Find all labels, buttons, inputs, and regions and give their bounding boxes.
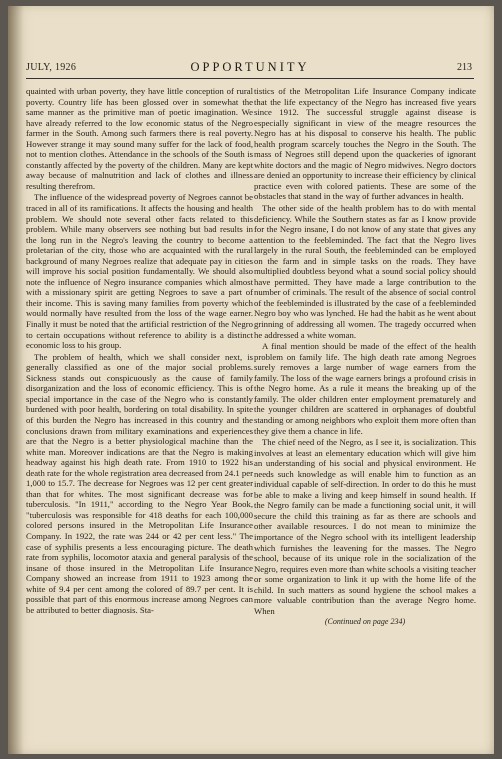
paragraph: A final mention should be made of the effect of the health problem on family life. The high death rate among Negroes surely removes a large number of wage earners from the family. The loss of the wage earners brings a profound crisis in the Negro home. As a rule it means the breaking up of the family. The older children enter employment prematurely and the younger children are scattered in orphanages of doubtful standing or among neighbors who exploit them more often than they give them a chance in life.	[254, 341, 476, 436]
header-rule	[26, 78, 474, 79]
continued-note: (Continued on page 234)	[324, 617, 406, 627]
right-column	[254, 86, 476, 628]
magazine-title: OPPORTUNITY	[190, 60, 310, 74]
header-date: JULY, 1926	[26, 62, 77, 73]
paragraph: The influence of the widespread poverty of Negroes cannot be traced in all of its ramifications. It affects the housing and health problem. We should note several other facts related to this problem. While many observers see nothing but bad results in the long run in the Negro's leaving the country to become a proletarian of the city, those who are acquainted with the rural background of many Negroes realize that adequate pay in cities will improve his social position fundamentally. We should also note the influence of Negro insurance companies which almost with a missionary spirit are getting Negroes to save a part of their income. This is saving many families from poverty which would normally have resulted from the loss of the wage earner. Finally it must be noted that the artificial restriction of the Negro to certain occupations without reference to ability is a distinct economic loss to his group.	[26, 192, 253, 351]
paragraph: The problem of health, which we shall consider next, is generally classified as one of the major social problems. Sickness stands out conspicuously as the cause of family disorganization and the loss of economic efficiency. This is of special importance in the case of the Negro who is constantly burdened with poor health, bordering on total disability. In spite of this burden the Negro has increased in this country and the conclusions drawn from military examinations and experiences are that the Negro is a better physiological machine than the white man. Moreover indications are that the Negro is making headway against his high death rate. From 1910 to 1922 his death rate for the whole registration area decreased from 24.1 per 1,000 to 15.7. The decrease for Negroes was 12 per cent greater than that for whites. The most significant decrease was for tuberculosis. "In 1911," according to the Negro Year Book, "tuberculosis was responsible for 418 deaths for each 100,000 colored persons insured in the Metropolitan Life Insurance Company. In 1922, the rate was 244 or 42 per cent less." The case of syphilis presents a less encouraging picture. The death rate from syphilis, locomotor ataxia and general paralysis of the insane of those insured in the Metropolitan Life Insurance Company showed an increase from 1911 to 1923 among the white of 9.4 per cent among the colored of 89.7 per cent. It is possible that part of this enormous increase among Negroes can be attributed to better diagnosis. Sta-	[26, 351, 253, 615]
paragraph: tistics of the Metropolitan Life Insurance Company indicate that the life expectancy of the Negro has increased five years since 1912. The successful struggle against disease is especially significant in view of the meagre resources the Negro has at his disposal to conserve his health. The public health program scarcely touches the Negro in the South. The mass of Negroes still depend upon the quackeries of ignorant white doctors and the magic of Negro midwives. Negro doctors are denied an opportunity to increase their efficiency by clinical practice even with colored patients. These are some of the obstacles that stand in the way of further advances in health.	[254, 86, 477, 202]
page-number: 213	[457, 62, 472, 73]
paragraph: The chief need of the Negro, as I see it, is socialization. This involves at least an elementary education which will give him an understanding of his social and physical environment. He needs such knowledge as will enable him to function as an individual capable of self-direction. In order to do this he must be able to make a living and keep himself in sound health. If the Negro family can be made a functioning social unit, it will secure the child this training as far as there are schools and other available resources. I do not mean to minimize the importance of the Negro school with its intelligent leadership which furnishes the leavening for the masses. The Negro school, because of its unique role in the socialization of the Negro, requires even more than white schools a visiting teacher or some organization to link it up with the home life of the child. In such matters as sound hygiene the school makes a more valuable contribution than the average Negro home. When	[254, 437, 476, 616]
paragraph: quainted with urban poverty, they have little conception of rural poverty. Country life has been glossed over in somewhat the same manner as the primitive man of poetic imagination. We have already referred to the low economic status of the Negro farmer in the South. Among such farmers there is real poverty. However strange it may sound many suffer for the lack of food, not to mention clothes. Attendance in the schools of the South is constantly affected by the poverty of the children. Many are kept away because of malnutrition and lack of clothes and illness resulting therefrom.	[26, 86, 253, 191]
magazine-page	[8, 6, 494, 754]
running-header	[26, 60, 474, 78]
left-column	[26, 86, 253, 615]
binding-shadow	[8, 6, 24, 754]
paragraph: The other side of the health problem has to do with mental deficiency. While the Southern states as far as I know provide for the Negro insane, I do not know of any state that gives any attention to the feebleminded. The fact that the Negro lives largely in the rural South, the feebleminded can be employed on the farm and in simple tasks on the roads. They have multiplied doubtless beyond what a sound social policy should have permitted. They have made a large contribution to the number of criminals. The result of the absence of social control of the feebleminded is illustrated by the case of a feebleminded Negro boy who was lynched. He had the habit as he went about grinning of addressing all women. The tragedy occurred when he addressed a white woman.	[254, 203, 476, 340]
